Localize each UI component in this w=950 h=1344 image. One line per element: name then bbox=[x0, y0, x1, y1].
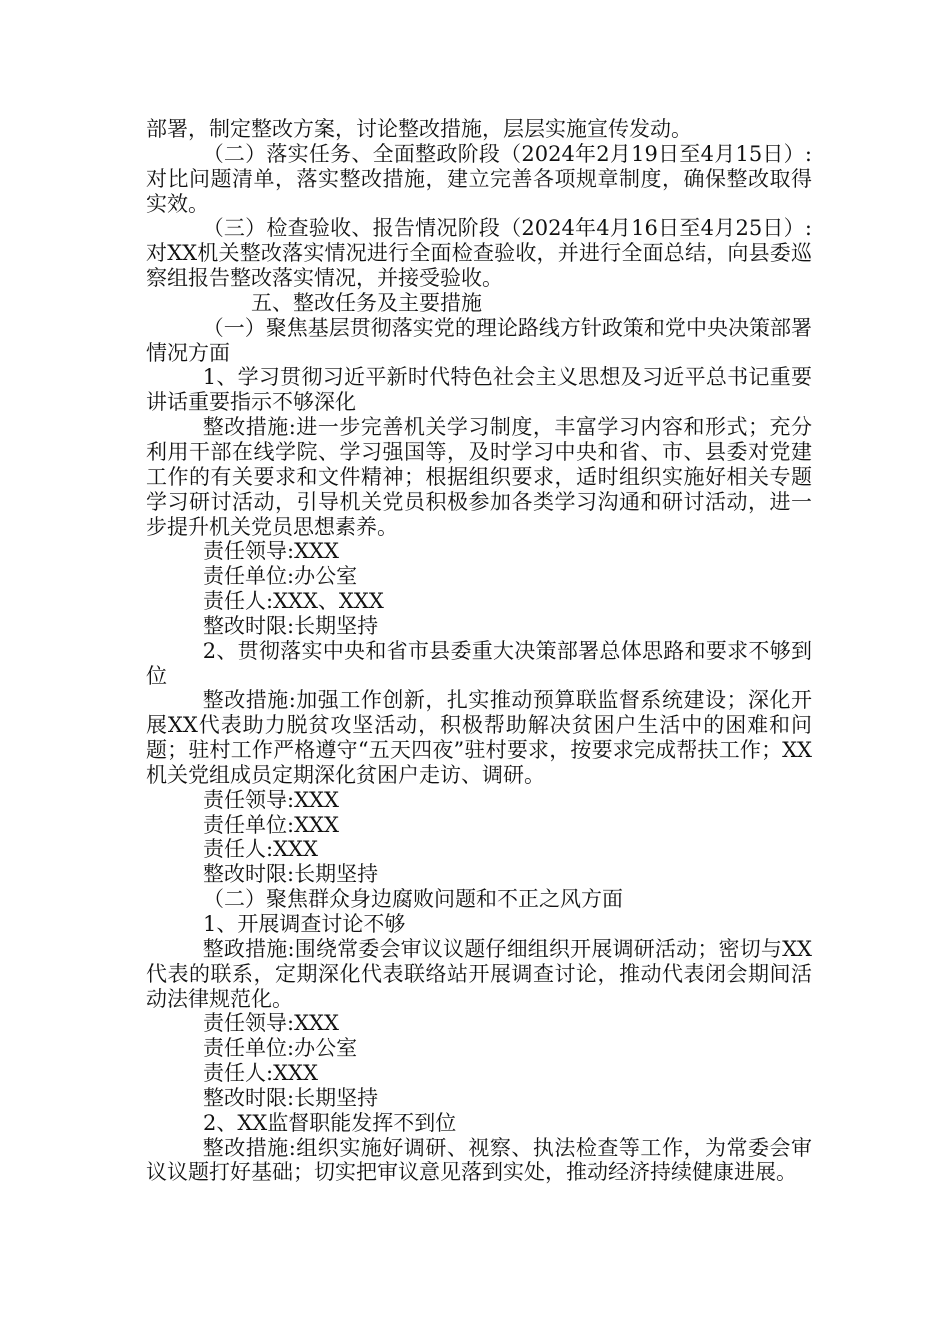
paragraph-stage-two: （二）落实任务、全面整政阶段（2024年2月19日至4月15日）:对比问题清单，落实整改措施，建立完善各项规章制度，确保整改取得实效。 bbox=[146, 141, 812, 216]
deadline-2: 整改时限:长期坚持 bbox=[203, 862, 379, 887]
responsible-leader-2: 责任领导:XXX bbox=[203, 787, 339, 812]
issue-title-2: 2、贯彻落实中央和省市县委重大决策部署总体思路和要求不够到位 bbox=[146, 638, 812, 688]
measures-paragraph-4: 整改措施:组织实施好调研、视察、执法检查等工作，为常委会审议议题打好基础；切实把审议意见落到实处，推动经济持续健康进展。 bbox=[146, 1135, 812, 1185]
responsible-unit-1: 责任单位:办公室 bbox=[203, 564, 358, 589]
paragraph-intro-continuation: 部署，制定整改方案，讨论整改措施，层层实施宣传发动。 bbox=[146, 117, 692, 141]
measures-paragraph-2: 整改措施:加强工作创新，扎实推动预算联监督系统建设；深化开展XX代表助力脱贫攻坚活动，积极帮助解决贫困户生活中的困难和问题；驻村工作严格遵守“五天四夜”驻村要求，按要求完成帮扶工作；XX机关党组成员定期深化贫困户走访、调研。 bbox=[146, 688, 812, 787]
responsible-person-2: 责任人:XXX bbox=[203, 837, 318, 862]
responsible-person-3: 责任人:XXX bbox=[203, 1061, 318, 1086]
section-heading-five: 五、整改任务及主要措施 bbox=[251, 290, 482, 315]
subsection-heading-one: （一）聚焦基层贯彻落实党的理论路线方针政策和党中央决策部署情况方面 bbox=[146, 315, 812, 365]
issue-title-3: 1、开展调查讨论不够 bbox=[203, 912, 406, 936]
paragraph-stage-three: （三）检查验收、报告情况阶段（2024年4月16日至4月25日）:对XX机关整改落实情况进行全面检查验收，并进行全面总结，向县委巡察组报告整改落实情况，并接受验收。 bbox=[146, 216, 812, 291]
responsible-unit-3: 责任单位:办公室 bbox=[203, 1036, 358, 1061]
responsible-leader-3: 责任领导:XXX bbox=[203, 1011, 339, 1036]
responsible-unit-2: 责任单位:XXX bbox=[203, 812, 339, 837]
issue-title-1: 1、学习贯彻习近平新时代特色社会主义思想及习近平总书记重要讲话重要指示不够深化 bbox=[146, 365, 812, 415]
deadline-1: 整改时限:长期坚持 bbox=[203, 613, 379, 638]
measures-paragraph-3: 整政措施:围绕常委会审议议题仔细组织开展调研活动；密切与XX代表的联系，定期深化代表联络站开展调查讨论，推动代表闭会期间活动法律规范化。 bbox=[146, 936, 812, 1011]
measures-paragraph-1: 整改措施:进一步完善机关学习制度，丰富学习内容和形式；充分利用干部在线学院、学习强国等，及时学习中央和省、市、县委对党建工作的有关要求和文件精神；根据组织要求，适时组织实施好相关专题学习研讨活动，引导机关党员积极参加各类学习沟通和研讨活动，进一步提升机关党员思想素养。 bbox=[146, 415, 812, 539]
document-body bbox=[146, 117, 812, 1185]
deadline-3: 整改时限:长期坚持 bbox=[203, 1085, 379, 1110]
responsible-person-1: 责任人:XXX、XXX bbox=[203, 589, 384, 614]
issue-title-4: 2、XX监督职能发挥不到位 bbox=[203, 1110, 457, 1135]
responsible-leader-1: 责任领导:XXX bbox=[203, 539, 339, 564]
subsection-heading-two: （二）聚焦群众身边腐败问题和不正之风方面 bbox=[203, 887, 623, 912]
